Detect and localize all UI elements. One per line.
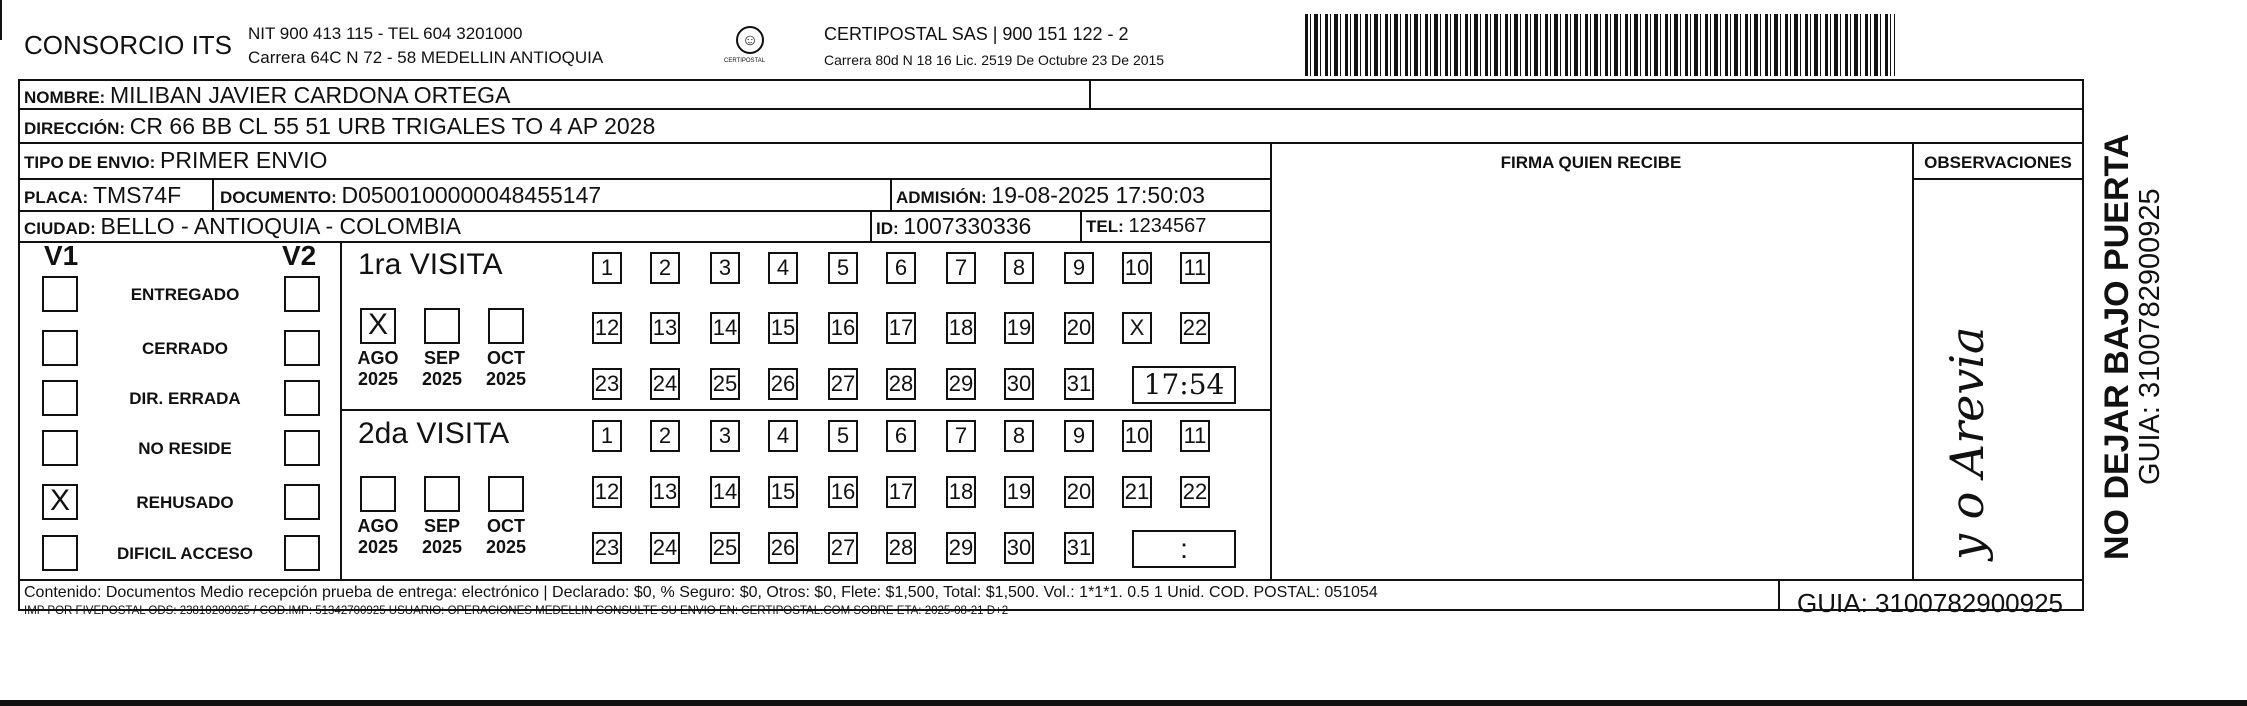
day-box[interactable]: 3 xyxy=(710,252,740,284)
admision-label: ADMISIÓN: xyxy=(896,188,987,207)
month-checkbox[interactable] xyxy=(424,476,460,512)
day-box[interactable]: 6 xyxy=(886,252,916,284)
day-box[interactable]: 21 xyxy=(1122,476,1152,508)
day-box[interactable]: 30 xyxy=(1004,368,1034,400)
day-box[interactable]: 11 xyxy=(1180,420,1210,452)
id-label: ID: xyxy=(876,219,899,238)
nombre-label: NOMBRE: xyxy=(24,88,106,107)
day-box[interactable]: 7 xyxy=(946,420,976,452)
status-v1-checkbox[interactable] xyxy=(42,330,78,366)
status-label: DIR. ERRADA xyxy=(129,389,241,408)
day-box[interactable]: 12 xyxy=(592,312,622,344)
id-value: 1007330336 xyxy=(903,213,1032,239)
month-checkbox[interactable] xyxy=(360,476,396,512)
status-v2-checkbox[interactable] xyxy=(284,430,320,466)
nombre-value: MILIBAN JAVIER CARDONA ORTEGA xyxy=(109,82,511,108)
day-box[interactable]: 20 xyxy=(1064,312,1094,344)
status-label: ENTREGADO xyxy=(130,285,240,304)
day-box[interactable]: 16 xyxy=(828,476,858,508)
observaciones-header: OBSERVACIONES xyxy=(1924,153,2072,172)
day-box[interactable]: 4 xyxy=(768,420,798,452)
month-year: 2025 xyxy=(357,369,399,389)
day-box[interactable]: 16 xyxy=(828,312,858,344)
month-year: 2025 xyxy=(421,537,463,557)
signature-area xyxy=(1270,180,1912,578)
day-box[interactable]: 31 xyxy=(1064,368,1094,400)
day-box[interactable]: 6 xyxy=(886,420,916,452)
company-address: Carrera 64C N 72 - 58 MEDELLIN ANTIOQUIA xyxy=(248,48,604,67)
v1-header: V1 xyxy=(44,240,79,271)
day-box[interactable]: 4 xyxy=(768,252,798,284)
status-v1-checkbox[interactable] xyxy=(42,276,78,312)
month-year: 2025 xyxy=(357,537,399,557)
placa-cell xyxy=(24,182,181,209)
day-box[interactable]: 14 xyxy=(710,312,740,344)
day-box[interactable]: 7 xyxy=(946,252,976,284)
direccion-row xyxy=(24,113,655,140)
company-nit: NIT 900 413 115 - TEL 604 3201000 xyxy=(248,24,523,43)
day-box[interactable]: 13 xyxy=(650,312,680,344)
month-year: 2025 xyxy=(421,369,463,389)
side-warning: NO DEJAR BAJO PUERTA xyxy=(2098,133,2136,560)
day-box[interactable]: 15 xyxy=(768,476,798,508)
month-checkbox[interactable] xyxy=(488,476,524,512)
month-label xyxy=(348,516,408,558)
month-label xyxy=(412,516,472,558)
month-name: AGO xyxy=(357,348,399,368)
day-box[interactable]: 13 xyxy=(650,476,680,508)
company-name: CONSORCIO ITS xyxy=(24,30,233,60)
day-box[interactable]: 1 xyxy=(592,420,622,452)
month-label xyxy=(412,348,472,390)
month-name: OCT xyxy=(487,516,525,536)
day-box[interactable]: 10 xyxy=(1122,252,1152,284)
carrier-name: CERTIPOSTAL SAS | 900 151 122 - 2 xyxy=(824,24,1129,44)
status-v2-checkbox[interactable] xyxy=(284,380,320,416)
carrier-license: Carrera 80d N 18 16 Lic. 2519 De Octubre 23 De 2015 xyxy=(824,52,1165,68)
day-box[interactable]: 29 xyxy=(946,532,976,564)
admision-cell xyxy=(896,182,1205,209)
visit-time-box[interactable]: 17:54 xyxy=(1132,366,1236,404)
day-box[interactable]: X xyxy=(1122,312,1152,344)
day-box[interactable]: 8 xyxy=(1004,420,1034,452)
first-visit-title: 1ra VISITA xyxy=(358,248,503,281)
direccion-label: DIRECCIÓN: xyxy=(24,119,126,138)
second-visit-title: 2da VISITA xyxy=(358,417,510,450)
month-name: SEP xyxy=(423,348,461,368)
placa-label: PLACA: xyxy=(24,188,89,207)
logo-caption: CERTIPOSTAL xyxy=(724,58,766,64)
day-box[interactable]: 28 xyxy=(886,532,916,564)
certipostal-logo-icon: ☺ xyxy=(736,26,764,54)
status-label: DIFICIL ACCESO xyxy=(116,544,253,563)
month-checkbox[interactable] xyxy=(424,308,460,344)
day-box[interactable]: 5 xyxy=(828,252,858,284)
month-label xyxy=(348,348,408,390)
status-v2-checkbox[interactable] xyxy=(284,330,320,366)
admision-value: 19-08-2025 17:50:03 xyxy=(991,182,1205,208)
day-box[interactable]: 23 xyxy=(592,532,622,564)
day-box[interactable]: 29 xyxy=(946,368,976,400)
day-box[interactable]: 3 xyxy=(710,420,740,452)
status-label: REHUSADO xyxy=(136,493,234,512)
status-v1-checkbox[interactable]: X xyxy=(42,484,78,520)
v2-header: V2 xyxy=(282,240,317,271)
tel-cell xyxy=(1086,215,1206,238)
day-box[interactable]: 9 xyxy=(1064,252,1094,284)
month-name: OCT xyxy=(487,348,525,368)
status-label: NO RESIDE xyxy=(138,439,232,458)
day-box[interactable]: 25 xyxy=(710,368,740,400)
documento-value: D0500100000048455147 xyxy=(341,182,602,208)
status-v2-checkbox[interactable] xyxy=(284,535,320,571)
month-year: 2025 xyxy=(485,369,527,389)
tel-label: TEL: xyxy=(1086,217,1124,236)
firma-header: FIRMA QUIEN RECIBE xyxy=(1500,153,1682,172)
day-box[interactable]: 31 xyxy=(1064,532,1094,564)
month-checkbox[interactable] xyxy=(488,308,524,344)
status-v1-checkbox[interactable] xyxy=(42,380,78,416)
day-box[interactable]: 1 xyxy=(592,252,622,284)
documento-cell xyxy=(220,182,601,209)
day-box[interactable]: 17 xyxy=(886,476,916,508)
footer-contenido: Contenido: Documentos Medio recepción prueba de entrega: electrónico | Declarado: $0, % Seguro: $0, Otros: $0, Flete: $1,500, Total: $1,500. Vol.: 1*1*1. 0.5 1 Unid. COD. POSTAL: 051054 xyxy=(24,584,1378,601)
month-label xyxy=(476,348,536,390)
month-checkbox[interactable]: X xyxy=(360,308,396,344)
placa-value: TMS74F xyxy=(92,182,182,208)
ciudad-value: BELLO - ANTIOQUIA - COLOMBIA xyxy=(100,213,461,239)
status-v1-checkbox[interactable] xyxy=(42,535,78,571)
footer-imp: IMP POR FIVEPOSTAL ODS: 23810200925 / COD.IMP: 51342700925 USUARIO: OPERACIONES MEDELLIN CONSULTE SU ENVIO EN: CERTIPOSTAL.COM SOBRE ETA: 2025-08-21 D+2 xyxy=(24,605,1009,617)
day-box[interactable]: 10 xyxy=(1122,420,1152,452)
day-box[interactable]: 24 xyxy=(650,532,680,564)
day-box[interactable]: 5 xyxy=(828,420,858,452)
tipo-label: TIPO DE ENVIO: xyxy=(24,153,156,172)
id-cell xyxy=(876,213,1031,240)
day-box[interactable]: 19 xyxy=(1004,312,1034,344)
direccion-value: CR 66 BB CL 55 51 URB TRIGALES TO 4 AP 2028 xyxy=(129,113,656,139)
status-v2-checkbox[interactable] xyxy=(284,276,320,312)
day-box[interactable]: 11 xyxy=(1180,252,1210,284)
handwritten-signature: y o Arevia xyxy=(1940,326,1994,560)
footer-guia: GUIA: 3100782900925 xyxy=(1797,588,2063,618)
barcode xyxy=(1305,14,1895,76)
day-box[interactable]: 27 xyxy=(828,368,858,400)
month-name: AGO xyxy=(357,516,399,536)
day-box[interactable]: 24 xyxy=(650,368,680,400)
day-box[interactable]: 17 xyxy=(886,312,916,344)
day-box[interactable]: 28 xyxy=(886,368,916,400)
day-box[interactable]: 2 xyxy=(650,252,680,284)
tipo-row xyxy=(24,147,327,174)
month-year: 2025 xyxy=(485,537,527,557)
visit-time-box[interactable]: : xyxy=(1132,530,1236,568)
day-box[interactable]: 22 xyxy=(1180,312,1210,344)
day-box[interactable]: 30 xyxy=(1004,532,1034,564)
day-box[interactable]: 15 xyxy=(768,312,798,344)
month-name: SEP xyxy=(423,516,461,536)
day-box[interactable]: 23 xyxy=(592,368,622,400)
day-box[interactable]: 18 xyxy=(946,312,976,344)
status-v2-checkbox[interactable] xyxy=(284,484,320,520)
side-guia: GUIA: 3100782900925 xyxy=(2134,188,2166,485)
day-box[interactable]: 9 xyxy=(1064,420,1094,452)
day-box[interactable]: 22 xyxy=(1180,476,1210,508)
day-box[interactable]: 19 xyxy=(1004,476,1034,508)
day-box[interactable]: 2 xyxy=(650,420,680,452)
day-box[interactable]: 8 xyxy=(1004,252,1034,284)
ciudad-label: CIUDAD: xyxy=(24,219,96,238)
tipo-value: PRIMER ENVIO xyxy=(160,147,328,173)
day-box[interactable]: 27 xyxy=(828,532,858,564)
day-box[interactable]: 20 xyxy=(1064,476,1094,508)
day-box[interactable]: 25 xyxy=(710,532,740,564)
nombre-row xyxy=(24,82,510,109)
status-label: CERRADO xyxy=(142,339,228,358)
day-box[interactable]: 26 xyxy=(768,368,798,400)
ciudad-cell xyxy=(24,213,461,240)
tel-value: 1234567 xyxy=(1128,215,1207,237)
day-box[interactable]: 26 xyxy=(768,532,798,564)
documento-label: DOCUMENTO: xyxy=(220,188,337,207)
day-box[interactable]: 18 xyxy=(946,476,976,508)
day-box[interactable]: 12 xyxy=(592,476,622,508)
month-label xyxy=(476,516,536,558)
day-box[interactable]: 14 xyxy=(710,476,740,508)
status-v1-checkbox[interactable] xyxy=(42,430,78,466)
